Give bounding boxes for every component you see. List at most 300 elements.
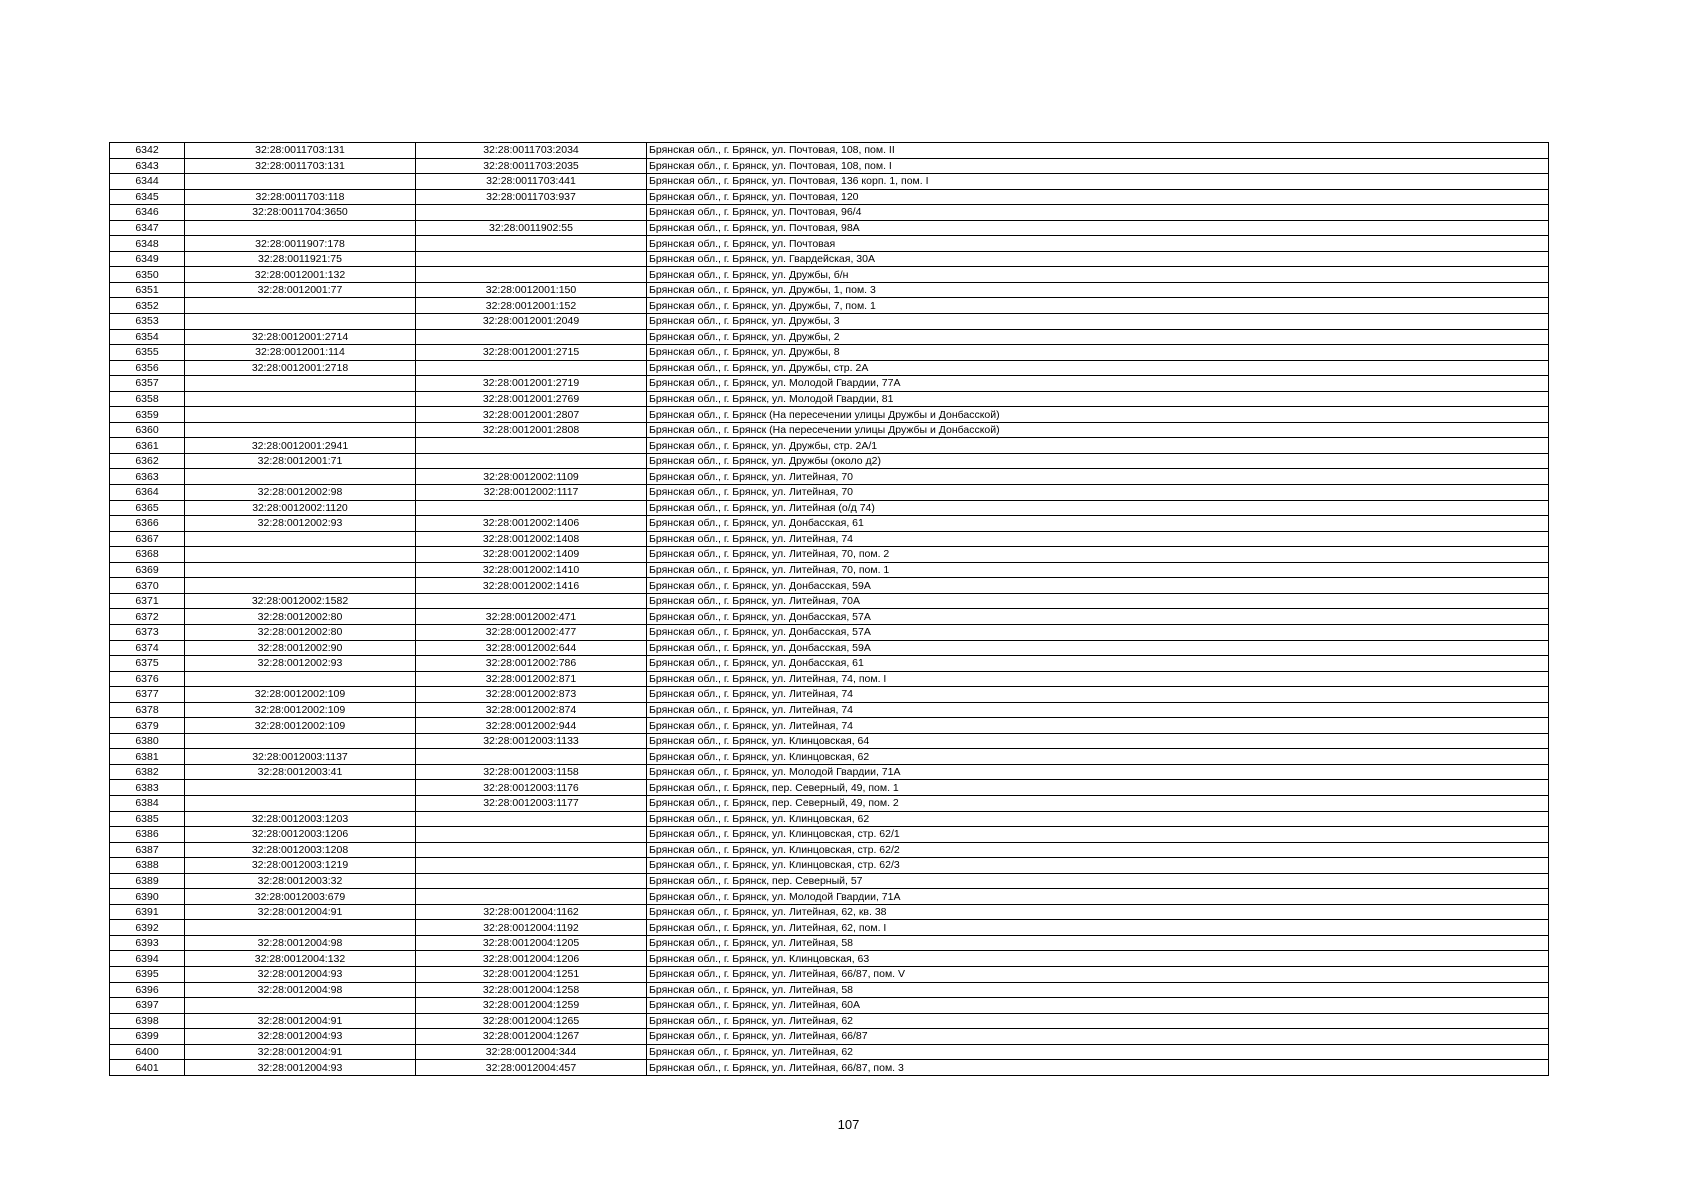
land-parcel-number-cell: 32:28:0012002:109 — [185, 718, 416, 734]
land-parcel-number-cell — [185, 920, 416, 936]
table-row — [110, 236, 1549, 252]
table-row — [110, 982, 1549, 998]
row-number-cell: 6393 — [110, 935, 185, 951]
address-cell: Брянская обл., г. Брянск, ул. Литейная, 74 — [647, 531, 1549, 547]
building-number-cell — [416, 329, 647, 345]
table-row — [110, 811, 1549, 827]
row-number-cell: 6346 — [110, 205, 185, 221]
table-row — [110, 516, 1549, 532]
land-parcel-number-cell: 32:28:0012002:90 — [185, 640, 416, 656]
building-number-cell — [416, 267, 647, 283]
building-number-cell — [416, 236, 647, 252]
table-row — [110, 360, 1549, 376]
land-parcel-number-cell: 32:28:0012004:91 — [185, 1013, 416, 1029]
address-cell: Брянская обл., г. Брянск, пер. Северный, 57 — [647, 873, 1549, 889]
building-number-cell: 32:28:0012004:1259 — [416, 998, 647, 1014]
land-parcel-number-cell: 32:28:0012003:679 — [185, 889, 416, 905]
land-parcel-number-cell: 32:28:0012002:93 — [185, 516, 416, 532]
building-number-cell: 32:28:0012003:1176 — [416, 780, 647, 796]
row-number-cell: 6382 — [110, 764, 185, 780]
address-cell: Брянская обл., г. Брянск, ул. Литейная, 74 — [647, 718, 1549, 734]
address-cell: Брянская обл., г. Брянск, ул. Литейная, 70 — [647, 485, 1549, 501]
row-number-cell: 6350 — [110, 267, 185, 283]
row-number-cell: 6361 — [110, 438, 185, 454]
table-row — [110, 329, 1549, 345]
row-number-cell: 6376 — [110, 671, 185, 687]
row-number-cell: 6355 — [110, 345, 185, 361]
land-parcel-number-cell — [185, 531, 416, 547]
table-row — [110, 453, 1549, 469]
address-cell: Брянская обл., г. Брянск, ул. Почтовая — [647, 236, 1549, 252]
building-number-cell: 32:28:0012002:1408 — [416, 531, 647, 547]
land-parcel-number-cell: 32:28:0012004:91 — [185, 904, 416, 920]
table-row — [110, 764, 1549, 780]
row-number-cell: 6371 — [110, 593, 185, 609]
land-parcel-number-cell: 32:28:0012003:1137 — [185, 749, 416, 765]
address-cell: Брянская обл., г. Брянск, ул. Почтовая, 98А — [647, 220, 1549, 236]
land-parcel-number-cell — [185, 422, 416, 438]
address-cell: Брянская обл., г. Брянск, ул. Литейная, 66/87, пом. 3 — [647, 1060, 1549, 1076]
row-number-cell: 6364 — [110, 485, 185, 501]
table-row — [110, 749, 1549, 765]
land-parcel-number-cell: 32:28:0012002:80 — [185, 609, 416, 625]
table-row — [110, 671, 1549, 687]
table-row — [110, 282, 1549, 298]
building-number-cell: 32:28:0012002:873 — [416, 687, 647, 703]
land-parcel-number-cell — [185, 376, 416, 392]
land-parcel-number-cell: 32:28:0011703:131 — [185, 143, 416, 159]
table-row — [110, 143, 1549, 159]
table-row — [110, 267, 1549, 283]
building-number-cell: 32:28:0012001:2808 — [416, 422, 647, 438]
address-cell: Брянская обл., г. Брянск, ул. Почтовая, 136 корп. 1, пом. I — [647, 174, 1549, 190]
land-parcel-number-cell: 32:28:0012002:109 — [185, 687, 416, 703]
row-number-cell: 6394 — [110, 951, 185, 967]
address-cell: Брянская обл., г. Брянск, ул. Клинцовская, стр. 62/2 — [647, 842, 1549, 858]
building-number-cell — [416, 842, 647, 858]
land-parcel-number-cell — [185, 220, 416, 236]
table-row — [110, 1029, 1549, 1045]
address-cell: Брянская обл., г. Брянск, ул. Литейная, 62, пом. I — [647, 920, 1549, 936]
building-number-cell: 32:28:0012004:344 — [416, 1044, 647, 1060]
address-cell: Брянская обл., г. Брянск, ул. Клинцовская, 62 — [647, 749, 1549, 765]
row-number-cell: 6358 — [110, 391, 185, 407]
land-parcel-number-cell — [185, 391, 416, 407]
table-row — [110, 407, 1549, 423]
table-row — [110, 438, 1549, 454]
address-cell: Брянская обл., г. Брянск, ул. Литейная, 60А — [647, 998, 1549, 1014]
land-parcel-number-cell: 32:28:0012004:93 — [185, 1029, 416, 1045]
address-cell: Брянская обл., г. Брянск (На пересечении улицы Дружбы и Донбасской) — [647, 407, 1549, 423]
building-number-cell — [416, 873, 647, 889]
land-parcel-number-cell: 32:28:0012002:93 — [185, 656, 416, 672]
address-cell: Брянская обл., г. Брянск, ул. Клинцовская, 64 — [647, 733, 1549, 749]
address-cell: Брянская обл., г. Брянск, ул. Литейная, 58 — [647, 935, 1549, 951]
table-row — [110, 733, 1549, 749]
table-row — [110, 656, 1549, 672]
building-number-cell — [416, 438, 647, 454]
address-cell: Брянская обл., г. Брянск, ул. Литейная, 70, пом. 1 — [647, 562, 1549, 578]
building-number-cell — [416, 889, 647, 905]
land-parcel-number-cell: 32:28:0011703:131 — [185, 158, 416, 174]
address-cell: Брянская обл., г. Брянск, ул. Литейная, 70 — [647, 469, 1549, 485]
row-number-cell: 6377 — [110, 687, 185, 703]
land-parcel-number-cell: 32:28:0012001:2714 — [185, 329, 416, 345]
land-parcel-number-cell: 32:28:0012004:132 — [185, 951, 416, 967]
building-number-cell: 32:28:0011902:55 — [416, 220, 647, 236]
address-cell: Брянская обл., г. Брянск, ул. Дружбы, 3 — [647, 314, 1549, 330]
building-number-cell: 32:28:0012002:644 — [416, 640, 647, 656]
building-number-cell: 32:28:0012002:471 — [416, 609, 647, 625]
address-cell: Брянская обл., г. Брянск, ул. Молодой Гвардии, 71А — [647, 764, 1549, 780]
row-number-cell: 6390 — [110, 889, 185, 905]
building-number-cell: 32:28:0012002:944 — [416, 718, 647, 734]
table-row — [110, 547, 1549, 563]
table-row — [110, 205, 1549, 221]
building-number-cell: 32:28:0012002:1409 — [416, 547, 647, 563]
building-number-cell — [416, 251, 647, 267]
table-row — [110, 935, 1549, 951]
address-cell: Брянская обл., г. Брянск, ул. Молодой Гвардии, 81 — [647, 391, 1549, 407]
table-row — [110, 842, 1549, 858]
table-row — [110, 889, 1549, 905]
address-cell: Брянская обл., г. Брянск, ул. Клинцовская, стр. 62/3 — [647, 858, 1549, 874]
address-cell: Брянская обл., г. Брянск, ул. Донбасская, 57А — [647, 609, 1549, 625]
row-number-cell: 6374 — [110, 640, 185, 656]
building-number-cell: 32:28:0012004:457 — [416, 1060, 647, 1076]
address-cell: Брянская обл., г. Брянск, ул. Литейная, 74 — [647, 687, 1549, 703]
land-parcel-number-cell: 32:28:0012004:93 — [185, 1060, 416, 1076]
row-number-cell: 6359 — [110, 407, 185, 423]
page-number: 107 — [837, 1117, 860, 1132]
row-number-cell: 6342 — [110, 143, 185, 159]
row-number-cell: 6399 — [110, 1029, 185, 1045]
building-number-cell — [416, 453, 647, 469]
table-row — [110, 189, 1549, 205]
building-number-cell: 32:28:0012001:2719 — [416, 376, 647, 392]
table-row — [110, 1013, 1549, 1029]
address-cell: Брянская обл., г. Брянск, ул. Почтовая, 96/4 — [647, 205, 1549, 221]
row-number-cell: 6343 — [110, 158, 185, 174]
row-number-cell: 6395 — [110, 966, 185, 982]
table-row — [110, 998, 1549, 1014]
address-cell: Брянская обл., г. Брянск, ул. Литейная, 62 — [647, 1044, 1549, 1060]
building-number-cell: 32:28:0011703:2035 — [416, 158, 647, 174]
building-number-cell: 32:28:0012002:477 — [416, 624, 647, 640]
building-number-cell: 32:28:0012004:1265 — [416, 1013, 647, 1029]
land-parcel-number-cell — [185, 562, 416, 578]
address-cell: Брянская обл., г. Брянск, ул. Почтовая, 108, пом. I — [647, 158, 1549, 174]
building-number-cell — [416, 205, 647, 221]
address-cell: Брянская обл., г. Брянск, ул. Литейная, 66/87 — [647, 1029, 1549, 1045]
land-parcel-number-cell: 32:28:0012002:98 — [185, 485, 416, 501]
land-parcel-number-cell — [185, 671, 416, 687]
address-cell: Брянская обл., г. Брянск, ул. Литейная, 74 — [647, 702, 1549, 718]
land-parcel-number-cell — [185, 733, 416, 749]
land-parcel-number-cell — [185, 469, 416, 485]
address-cell: Брянская обл., г. Брянск (На пересечении улицы Дружбы и Донбасской) — [647, 422, 1549, 438]
building-number-cell: 32:28:0012004:1192 — [416, 920, 647, 936]
building-number-cell: 32:28:0012004:1258 — [416, 982, 647, 998]
address-cell: Брянская обл., г. Брянск, ул. Литейная, 70, пом. 2 — [647, 547, 1549, 563]
address-cell: Брянская обл., г. Брянск, ул. Почтовая, 120 — [647, 189, 1549, 205]
row-number-cell: 6362 — [110, 453, 185, 469]
land-parcel-number-cell: 32:28:0012004:93 — [185, 966, 416, 982]
row-number-cell: 6373 — [110, 624, 185, 640]
address-cell: Брянская обл., г. Брянск, пер. Северный, 49, пом. 1 — [647, 780, 1549, 796]
land-parcel-number-cell: 32:28:0012003:32 — [185, 873, 416, 889]
building-number-cell: 32:28:0012001:2769 — [416, 391, 647, 407]
row-number-cell: 6388 — [110, 858, 185, 874]
building-number-cell: 32:28:0012002:1117 — [416, 485, 647, 501]
table-row — [110, 174, 1549, 190]
address-cell: Брянская обл., г. Брянск, ул. Литейная, 58 — [647, 982, 1549, 998]
row-number-cell: 6349 — [110, 251, 185, 267]
building-number-cell: 32:28:0011703:441 — [416, 174, 647, 190]
address-cell: Брянская обл., г. Брянск, ул. Дружбы, 2 — [647, 329, 1549, 345]
land-parcel-number-cell — [185, 298, 416, 314]
address-cell: Брянская обл., г. Брянск, ул. Клинцовская, 63 — [647, 951, 1549, 967]
land-parcel-number-cell: 32:28:0012003:1208 — [185, 842, 416, 858]
land-parcel-number-cell: 32:28:0012004:98 — [185, 982, 416, 998]
table-row — [110, 485, 1549, 501]
building-number-cell — [416, 593, 647, 609]
address-cell: Брянская обл., г. Брянск, ул. Дружбы, 8 — [647, 345, 1549, 361]
table-row — [110, 593, 1549, 609]
row-number-cell: 6380 — [110, 733, 185, 749]
address-cell: Брянская обл., г. Брянск, ул. Почтовая, 108, пом. II — [647, 143, 1549, 159]
building-number-cell: 32:28:0011703:937 — [416, 189, 647, 205]
address-cell: Брянская обл., г. Брянск, ул. Донбасская, 61 — [647, 516, 1549, 532]
table-row — [110, 422, 1549, 438]
land-parcel-number-cell: 32:28:0012001:71 — [185, 453, 416, 469]
land-parcel-number-cell: 32:28:0012001:114 — [185, 345, 416, 361]
table-row — [110, 702, 1549, 718]
table-row — [110, 609, 1549, 625]
address-cell: Брянская обл., г. Брянск, ул. Клинцовская, стр. 62/1 — [647, 827, 1549, 843]
table-row — [110, 500, 1549, 516]
table-row — [110, 314, 1549, 330]
row-number-cell: 6386 — [110, 827, 185, 843]
table-row — [110, 562, 1549, 578]
row-number-cell: 6370 — [110, 578, 185, 594]
address-cell: Брянская обл., г. Брянск, ул. Литейная (о/д 74) — [647, 500, 1549, 516]
land-parcel-number-cell: 32:28:0012002:109 — [185, 702, 416, 718]
building-number-cell: 32:28:0012004:1206 — [416, 951, 647, 967]
building-number-cell: 32:28:0011703:2034 — [416, 143, 647, 159]
row-number-cell: 6392 — [110, 920, 185, 936]
land-parcel-number-cell: 32:28:0011921:75 — [185, 251, 416, 267]
table-row — [110, 687, 1549, 703]
address-cell: Брянская обл., г. Брянск, ул. Литейная, 62 — [647, 1013, 1549, 1029]
building-number-cell: 32:28:0012001:150 — [416, 282, 647, 298]
row-number-cell: 6401 — [110, 1060, 185, 1076]
land-parcel-number-cell: 32:28:0012001:132 — [185, 267, 416, 283]
land-parcel-number-cell — [185, 174, 416, 190]
land-parcel-number-cell — [185, 407, 416, 423]
row-number-cell: 6384 — [110, 795, 185, 811]
row-number-cell: 6378 — [110, 702, 185, 718]
table-row — [110, 640, 1549, 656]
building-number-cell: 32:28:0012003:1158 — [416, 764, 647, 780]
building-number-cell: 32:28:0012002:1416 — [416, 578, 647, 594]
address-cell: Брянская обл., г. Брянск, ул. Дружбы, стр. 2А — [647, 360, 1549, 376]
address-cell: Брянская обл., г. Брянск, ул. Дружбы, 7, пом. 1 — [647, 298, 1549, 314]
building-number-cell — [416, 360, 647, 376]
land-parcel-number-cell — [185, 795, 416, 811]
row-number-cell: 6381 — [110, 749, 185, 765]
land-parcel-number-cell: 32:28:0012003:41 — [185, 764, 416, 780]
table-row — [110, 298, 1549, 314]
address-cell: Брянская обл., г. Брянск, ул. Донбасская, 57А — [647, 624, 1549, 640]
address-cell: Брянская обл., г. Брянск, ул. Литейная, 66/87, пом. V — [647, 966, 1549, 982]
table-row — [110, 780, 1549, 796]
land-parcel-number-cell: 32:28:0012004:91 — [185, 1044, 416, 1060]
address-cell: Брянская обл., г. Брянск, пер. Северный, 49, пом. 2 — [647, 795, 1549, 811]
row-number-cell: 6347 — [110, 220, 185, 236]
table-row — [110, 873, 1549, 889]
building-number-cell: 32:28:0012001:2715 — [416, 345, 647, 361]
address-cell: Брянская обл., г. Брянск, ул. Дружбы, б/н — [647, 267, 1549, 283]
address-cell: Брянская обл., г. Брянск, ул. Литейная, 74, пом. I — [647, 671, 1549, 687]
building-number-cell: 32:28:0012001:2049 — [416, 314, 647, 330]
table-row — [110, 158, 1549, 174]
table-row — [110, 469, 1549, 485]
land-parcel-number-cell: 32:28:0012004:98 — [185, 935, 416, 951]
row-number-cell: 6352 — [110, 298, 185, 314]
row-number-cell: 6353 — [110, 314, 185, 330]
row-number-cell: 6368 — [110, 547, 185, 563]
land-parcel-number-cell: 32:28:0012001:77 — [185, 282, 416, 298]
table-row — [110, 858, 1549, 874]
address-cell: Брянская обл., г. Брянск, ул. Литейная, 62, кв. 38 — [647, 904, 1549, 920]
building-number-cell — [416, 500, 647, 516]
table-row — [110, 795, 1549, 811]
row-number-cell: 6372 — [110, 609, 185, 625]
building-number-cell: 32:28:0012001:152 — [416, 298, 647, 314]
registry-table-body — [110, 143, 1549, 1076]
row-number-cell: 6345 — [110, 189, 185, 205]
building-number-cell — [416, 827, 647, 843]
table-row — [110, 904, 1549, 920]
table-row — [110, 718, 1549, 734]
row-number-cell: 6354 — [110, 329, 185, 345]
building-number-cell — [416, 749, 647, 765]
row-number-cell: 6363 — [110, 469, 185, 485]
building-number-cell: 32:28:0012001:2807 — [416, 407, 647, 423]
row-number-cell: 6360 — [110, 422, 185, 438]
building-number-cell: 32:28:0012004:1267 — [416, 1029, 647, 1045]
row-number-cell: 6367 — [110, 531, 185, 547]
address-cell: Брянская обл., г. Брянск, ул. Донбасская, 61 — [647, 656, 1549, 672]
land-parcel-number-cell — [185, 578, 416, 594]
address-cell: Брянская обл., г. Брянск, ул. Дружбы, 1, пом. 3 — [647, 282, 1549, 298]
building-number-cell: 32:28:0012002:871 — [416, 671, 647, 687]
address-cell: Брянская обл., г. Брянск, ул. Клинцовская, 62 — [647, 811, 1549, 827]
table-row — [110, 920, 1549, 936]
land-parcel-number-cell: 32:28:0012003:1206 — [185, 827, 416, 843]
land-parcel-number-cell — [185, 998, 416, 1014]
table-row — [110, 376, 1549, 392]
table-row — [110, 345, 1549, 361]
table-row — [110, 624, 1549, 640]
table-row — [110, 578, 1549, 594]
building-number-cell: 32:28:0012004:1205 — [416, 935, 647, 951]
row-number-cell: 6389 — [110, 873, 185, 889]
table-row — [110, 251, 1549, 267]
building-number-cell: 32:28:0012004:1251 — [416, 966, 647, 982]
row-number-cell: 6356 — [110, 360, 185, 376]
address-cell: Брянская обл., г. Брянск, ул. Дружбы (около д2) — [647, 453, 1549, 469]
row-number-cell: 6387 — [110, 842, 185, 858]
land-parcel-number-cell: 32:28:0012002:1120 — [185, 500, 416, 516]
building-number-cell: 32:28:0012002:1406 — [416, 516, 647, 532]
land-parcel-number-cell: 32:28:0012003:1219 — [185, 858, 416, 874]
land-parcel-number-cell: 32:28:0012002:80 — [185, 624, 416, 640]
table-row — [110, 1060, 1549, 1076]
land-parcel-number-cell: 32:28:0011907:178 — [185, 236, 416, 252]
row-number-cell: 6398 — [110, 1013, 185, 1029]
land-parcel-number-cell — [185, 780, 416, 796]
row-number-cell: 6397 — [110, 998, 185, 1014]
building-number-cell: 32:28:0012002:1109 — [416, 469, 647, 485]
table-row — [110, 827, 1549, 843]
row-number-cell: 6379 — [110, 718, 185, 734]
registry-table — [109, 142, 1549, 1076]
row-number-cell: 6396 — [110, 982, 185, 998]
row-number-cell: 6344 — [110, 174, 185, 190]
land-parcel-number-cell — [185, 547, 416, 563]
table-row — [110, 966, 1549, 982]
building-number-cell: 32:28:0012004:1162 — [416, 904, 647, 920]
building-number-cell: 32:28:0012002:786 — [416, 656, 647, 672]
building-number-cell — [416, 858, 647, 874]
row-number-cell: 6365 — [110, 500, 185, 516]
row-number-cell: 6351 — [110, 282, 185, 298]
row-number-cell: 6383 — [110, 780, 185, 796]
building-number-cell — [416, 811, 647, 827]
address-cell: Брянская обл., г. Брянск, ул. Молодой Гвардии, 77А — [647, 376, 1549, 392]
land-parcel-number-cell: 32:28:0011703:118 — [185, 189, 416, 205]
row-number-cell: 6375 — [110, 656, 185, 672]
land-parcel-number-cell — [185, 314, 416, 330]
row-number-cell: 6348 — [110, 236, 185, 252]
row-number-cell: 6357 — [110, 376, 185, 392]
address-cell: Брянская обл., г. Брянск, ул. Донбасская, 59А — [647, 640, 1549, 656]
address-cell: Брянская обл., г. Брянск, ул. Дружбы, стр. 2А/1 — [647, 438, 1549, 454]
table-row — [110, 951, 1549, 967]
table-row — [110, 531, 1549, 547]
building-number-cell: 32:28:0012003:1133 — [416, 733, 647, 749]
address-cell: Брянская обл., г. Брянск, ул. Литейная, 70А — [647, 593, 1549, 609]
building-number-cell: 32:28:0012002:1410 — [416, 562, 647, 578]
row-number-cell: 6400 — [110, 1044, 185, 1060]
building-number-cell: 32:28:0012002:874 — [416, 702, 647, 718]
address-cell: Брянская обл., г. Брянск, ул. Молодой Гвардии, 71А — [647, 889, 1549, 905]
land-parcel-number-cell: 32:28:0012002:1582 — [185, 593, 416, 609]
row-number-cell: 6385 — [110, 811, 185, 827]
address-cell: Брянская обл., г. Брянск, ул. Донбасская, 59А — [647, 578, 1549, 594]
land-parcel-number-cell: 32:28:0012001:2941 — [185, 438, 416, 454]
land-parcel-number-cell: 32:28:0011704:3650 — [185, 205, 416, 221]
land-parcel-number-cell: 32:28:0012003:1203 — [185, 811, 416, 827]
row-number-cell: 6369 — [110, 562, 185, 578]
land-parcel-number-cell: 32:28:0012001:2718 — [185, 360, 416, 376]
row-number-cell: 6391 — [110, 904, 185, 920]
building-number-cell: 32:28:0012003:1177 — [416, 795, 647, 811]
address-cell: Брянская обл., г. Брянск, ул. Гвардейская, 30А — [647, 251, 1549, 267]
table-row — [110, 1044, 1549, 1060]
